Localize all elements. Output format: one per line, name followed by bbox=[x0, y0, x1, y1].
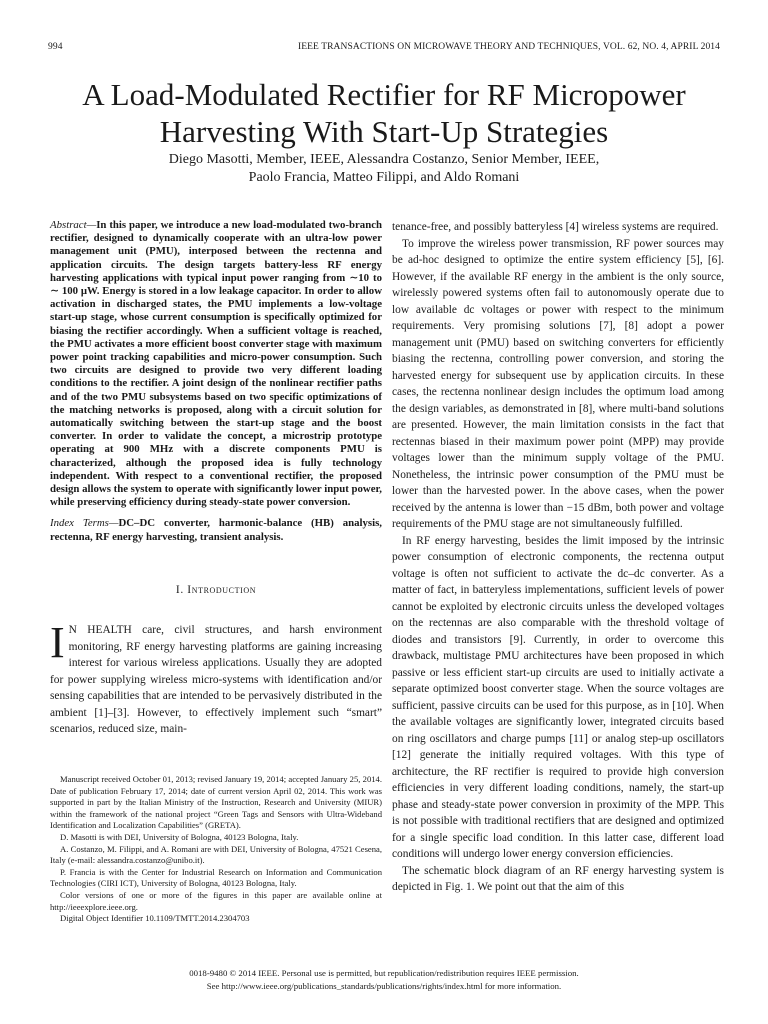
right-paragraph-2: In RF energy harvesting, besides the limit imposed by the intrinsic power consumption of electronic components, the rectenna output voltage is often not sufficient to activate the dc–dc converter. As a matter of fact, in batteryless implementations, sufficient levels of power cannot be exploited by electronic circuits unless the developed voltages on the rectennas are also comparable with the threshold voltage of diodes and transistors [9]. Currently, in order to overcome this drawback, multistage PMU architectures have been proposed in which passive or less efficient start-up circuits are used to initially activate a separate optimized boost converter stage. When the source voltages are sufficient, passive circuits can be used for this purpose, as in [10]. When the available voltages are significantly lower, integrated circuits based on ring oscillators and charge pumps [11] or analog step-up oscillators [12] generate the initially required voltages. With this type of architecture, the RF rectifier is required to provide high conversion efficiencies in very different loading conditions, namely, the start-up phase and steady-state power conversion in proximity of the MPP. This is not possible with traditional rectifiers that are designed and optimized for a single specific load condition. In this latter case, different load conditions will undergo lower energy conversion efficiencies. bbox=[392, 534, 724, 860]
rights-link-line: See http://www.ieee.org/publications_standards/publications/rights/index.html for more information. bbox=[206, 980, 562, 991]
intro-paragraph bbox=[50, 618, 382, 738]
journal-header: IEEE TRANSACTIONS ON MICROWAVE THEORY AND TECHNIQUES, VOL. 62, NO. 4, APRIL 2014 bbox=[297, 42, 720, 52]
right-paragraph-1: To improve the wireless power transmission, RF power sources may be ad-hoc designed to optimize the entire system efficiency [5], [6]. However, if the available RF energy in the ambient is the only source, wirelessly powered systems often fail to autonomously operate due to low available dc voltages or power with respect to the minimum requirements. Very promising solutions [7], [8] adopt a power management unit (PMU) based on switching converters for efficiently biasing the rectenna, controlling power conversion, and storing the harvested energy for subsequent use by application circuits. In these cases, the rectenna nonlinear design includes the optimum load among the design variables, as demonstrated in [8], where multi-band solutions are presented. However, the main limitation consists in the fact that rectennas biased in their maximum power point (MPP) may provide voltages lower than the minimum supply voltage of the PMU. Nonetheless, the intrinsic power consumption of the PMU must be lower than the harvested power. In the above cases, when the power received by the antenna is lower than −15 dBm, both power and voltage requirements of the PMU stage are not simultaneously fulfilled. bbox=[392, 237, 724, 530]
abstract-text: In this paper, we introduce a new load-modulated two-branch rectifier, designed to dynamically cooperate with an ultra-low power management unit (PMU), interposed between the rectenna and application circuits. The design targets battery-less RF energy harvesting applications with typical input power ranging from ∼10 to ∼ 100 μW. Energy is stored in a low leakage capacitor. In order to allow activation in discharged states, the PMU implements a low-voltage start-up stage, whose current consumption is specifically optimized for biasing the rectifier accordingly. When a sufficient voltage is reached, the PMU activates a more efficient boost converter stage with maximum power point tracking capabilities and micro-power consumption. Such two circuits are designed to provide two very different loading conditions to the rectifier. A joint design of the nonlinear rectifier paths and of the two PMU subsystems based on two specific optimizations of the matching networks is proposed, along with a circuit solution for automatically switching between the start-up stage and the boost converter. In order to validate the concept, a microstrip prototype operating at 900 MHz with a discrete components PMU is characterized, although the proposed idea is fully technology independent. With respect to a conventional rectifier, the proposed design allows the system to operate with significantly lower input power, while preserving efficiency during steady-state power conversion. bbox=[50, 219, 383, 509]
footnotes bbox=[50, 774, 382, 925]
paper-title: A Load-Modulated Rectifier for RF Micropower Harvesting With Start-Up Strategies bbox=[82, 77, 686, 149]
footnote-francia: P. Francia is with the Center for Industrial Research on Information and Communication Technologies (CIRI ICT), University of Bologna, 40123 Bologna, Italy. bbox=[50, 866, 382, 889]
footnote-masotti: D. Masotti is with DEI, University of Bologna, 40123 Bologna, Italy. bbox=[60, 831, 299, 842]
index-terms-text: DC–DC converter, harmonic-balance (HB) analysis, rectenna, RF energy harvesting, transient analysis. bbox=[50, 517, 382, 543]
intro-paragraph-text: N HEALTH care, civil structures, and harsh environment monitoring, RF energy harvesting platforms are gaining increasing interest for various wireless applications. Usually they are adopted for power supplying wireless micro-systems with identification and/or sensing capabilities that are intended to be pervasively distributed in the ambient [1]–[3]. However, to effectively implement such “smart” scenarios, reduced size, main- bbox=[50, 624, 382, 736]
right-paragraph-3: The schematic block diagram of an RF energy harvesting system is depicted in Fig. 1. We point out that the aim of this bbox=[392, 864, 724, 893]
index-terms-label: Index Terms— bbox=[50, 517, 119, 530]
footnote-costanzo: A. Costanzo, M. Filippi, and A. Romani are with DEI, University of Bologna, 47521 Cesena, Italy (e-mail: alessandra.costanzo@unibo.it). bbox=[50, 843, 382, 866]
author-line-1: Diego Masotti, Member, IEEE, Alessandra Costanzo, Senior Member, IEEE, bbox=[168, 152, 600, 167]
section-heading-introduction: I. Introduction bbox=[175, 583, 257, 596]
copyright-footer bbox=[40, 967, 728, 992]
right-column bbox=[392, 219, 724, 896]
footnote-doi: Digital Object Identifier 10.1109/TMTT.2014.2304703 bbox=[60, 913, 250, 924]
author-line-2: Paolo Francia, Matteo Filippi, and Aldo Romani bbox=[248, 170, 520, 185]
footnote-color: Color versions of one or more of the figures in this paper are available online at http://ieeexplore.ieee.org. bbox=[50, 889, 382, 912]
footnote-manuscript: Manuscript received October 01, 2013; revised January 19, 2014; accepted January 25, 2014. Date of publication February 17, 2014; date of current version April 02, 2014. This work was supported in part by the Italian Ministry of the Instruction, Research and University (MIUR) within the framework of the national project “Green Tags and Sensors with Ultra-Wideband Identification and Localization Capabilities” (GRETA). bbox=[50, 774, 382, 831]
abstract-label: Abstract— bbox=[50, 219, 97, 231]
copyright-line: 0018-9480 © 2014 IEEE. Personal use is permitted, but republication/redistribution requires IEEE permission. bbox=[189, 968, 579, 978]
index-terms bbox=[50, 517, 382, 543]
page-number: 994 bbox=[48, 42, 63, 52]
author-list bbox=[40, 151, 728, 187]
abstract bbox=[50, 219, 382, 509]
left-column bbox=[50, 219, 382, 738]
right-paragraph-0: tenance-free, and possibly batteryless [4] wireless systems are required. bbox=[392, 221, 719, 233]
drop-cap: I bbox=[50, 618, 65, 668]
